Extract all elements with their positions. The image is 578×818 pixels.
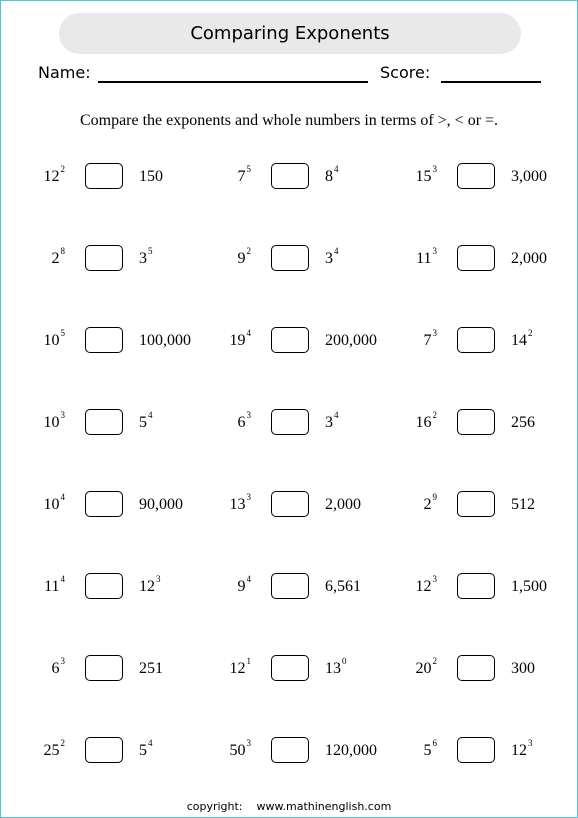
problem-item	[187, 655, 377, 683]
left-exponent: 4	[60, 492, 65, 502]
left-base: 10	[43, 414, 60, 431]
left-base: 20	[415, 660, 432, 677]
left-expression	[52, 655, 66, 683]
name-field-line[interactable]	[98, 81, 368, 83]
left-base: 10	[43, 496, 60, 513]
left-expression	[238, 573, 252, 601]
problem-item	[373, 409, 563, 437]
left-exponent: 2	[60, 164, 65, 174]
left-base: 15	[415, 168, 432, 185]
left-exponent: 2	[60, 738, 65, 748]
answer-box[interactable]	[85, 655, 123, 681]
left-base: 12	[229, 660, 246, 677]
left-base: 11	[44, 578, 60, 595]
left-expression	[416, 409, 438, 437]
problem-item	[373, 655, 563, 683]
right-base: 100,000	[139, 332, 191, 349]
left-base: 11	[416, 250, 432, 267]
website-link[interactable]: www.mathinenglish.com	[256, 800, 392, 813]
left-expression	[424, 327, 438, 355]
left-expression	[44, 409, 66, 437]
left-expression	[52, 245, 66, 273]
right-base: 300	[511, 660, 535, 677]
left-expression	[416, 163, 438, 191]
right-exponent: 0	[342, 656, 347, 666]
name-label: Name:	[38, 63, 91, 82]
footer	[1, 800, 577, 813]
right-expression	[139, 409, 153, 437]
left-exponent: 6	[432, 738, 437, 748]
problem-item	[1, 737, 191, 765]
right-expression	[511, 491, 536, 519]
problem-item	[187, 573, 377, 601]
right-exponent: 3	[156, 574, 161, 584]
right-expression	[139, 163, 164, 191]
answer-box[interactable]	[271, 409, 309, 435]
answer-box[interactable]	[457, 327, 495, 353]
left-exponent: 3	[432, 246, 437, 256]
right-base: 2,000	[325, 496, 361, 513]
answer-box[interactable]	[457, 573, 495, 599]
left-expression	[230, 737, 252, 765]
right-expression	[325, 737, 378, 765]
left-exponent: 4	[246, 328, 251, 338]
answer-box[interactable]	[271, 655, 309, 681]
problem-item	[1, 409, 191, 437]
answer-box[interactable]	[85, 245, 123, 271]
right-expression	[139, 655, 164, 683]
right-expression	[511, 655, 536, 683]
left-exponent: 3	[60, 656, 65, 666]
right-base: 12	[139, 578, 155, 595]
left-expression	[230, 491, 252, 519]
right-base: 1,500	[511, 578, 547, 595]
right-base: 2,000	[511, 250, 547, 267]
left-exponent: 4	[246, 574, 251, 584]
left-exponent: 3	[432, 328, 437, 338]
answer-box[interactable]	[85, 163, 123, 189]
left-exponent: 2	[432, 656, 437, 666]
left-exponent: 3	[246, 410, 251, 420]
problem-item	[1, 491, 191, 519]
left-base: 6	[51, 660, 60, 677]
left-base: 7	[237, 168, 246, 185]
left-expression	[238, 409, 252, 437]
problem-item	[187, 163, 377, 191]
right-base: 3	[139, 250, 147, 267]
right-base: 200,000	[325, 332, 377, 349]
instructions: Compare the exponents and whole numbers in terms of >, < or =.	[79, 112, 499, 129]
right-expression	[325, 655, 347, 683]
right-expression	[139, 737, 153, 765]
left-expression	[230, 655, 252, 683]
left-base: 2	[51, 250, 60, 267]
answer-box[interactable]	[457, 245, 495, 271]
right-base: 12	[511, 742, 527, 759]
right-base: 3,000	[511, 168, 547, 185]
left-expression	[424, 491, 438, 519]
left-base: 10	[43, 332, 60, 349]
right-base: 120,000	[325, 742, 377, 759]
left-expression	[238, 245, 252, 273]
right-base: 6,561	[325, 578, 361, 595]
left-base: 5	[423, 742, 432, 759]
right-base: 3	[325, 414, 333, 431]
score-label: Score:	[380, 63, 431, 82]
problem-item	[1, 327, 191, 355]
problem-item	[373, 245, 563, 273]
answer-box[interactable]	[271, 491, 309, 517]
problem-item	[187, 327, 377, 355]
answer-box[interactable]	[271, 327, 309, 353]
score-field-line[interactable]	[441, 81, 541, 83]
answer-box[interactable]	[457, 163, 495, 189]
right-exponent: 5	[148, 246, 153, 256]
problem-item	[1, 163, 191, 191]
right-base: 256	[511, 414, 535, 431]
right-expression	[511, 245, 548, 273]
right-expression	[139, 491, 184, 519]
left-base: 25	[43, 742, 60, 759]
left-exponent: 4	[60, 574, 65, 584]
right-exponent: 4	[148, 410, 153, 420]
right-base: 13	[325, 660, 341, 677]
right-exponent: 4	[334, 246, 339, 256]
right-expression	[139, 245, 153, 273]
right-expression	[139, 573, 161, 601]
right-base: 90,000	[139, 496, 183, 513]
copyright-label: copyright:	[186, 800, 243, 813]
left-exponent: 1	[246, 656, 251, 666]
left-base: 13	[229, 496, 246, 513]
problem-item	[187, 491, 377, 519]
left-exponent: 3	[246, 738, 251, 748]
right-expression	[511, 409, 536, 437]
answer-box[interactable]	[457, 491, 495, 517]
left-base: 12	[43, 168, 60, 185]
right-base: 251	[139, 660, 163, 677]
left-base: 19	[229, 332, 246, 349]
problem-item	[187, 737, 377, 765]
left-expression	[44, 163, 66, 191]
right-base: 5	[139, 414, 147, 431]
right-base: 512	[511, 496, 535, 513]
left-expression	[238, 163, 252, 191]
right-exponent: 4	[334, 410, 339, 420]
right-base: 5	[139, 742, 147, 759]
left-exponent: 3	[246, 492, 251, 502]
left-exponent: 9	[432, 492, 437, 502]
right-expression	[139, 327, 192, 355]
right-expression	[325, 327, 378, 355]
answer-box[interactable]	[271, 737, 309, 763]
problem-item	[373, 491, 563, 519]
answer-box[interactable]	[457, 409, 495, 435]
left-base: 12	[415, 578, 432, 595]
left-base: 6	[237, 414, 246, 431]
answer-box[interactable]	[85, 327, 123, 353]
problem-item	[373, 573, 563, 601]
answer-box[interactable]	[85, 409, 123, 435]
left-exponent: 8	[60, 246, 65, 256]
left-base: 9	[237, 578, 246, 595]
right-expression	[325, 409, 339, 437]
left-exponent: 2	[432, 410, 437, 420]
left-expression	[44, 491, 66, 519]
answer-box[interactable]	[85, 573, 123, 599]
left-base: 7	[423, 332, 432, 349]
left-exponent: 5	[246, 164, 251, 174]
left-expression	[424, 737, 438, 765]
right-expression	[325, 573, 362, 601]
left-exponent: 5	[60, 328, 65, 338]
right-exponent: 3	[528, 738, 533, 748]
left-expression	[416, 245, 437, 273]
left-base: 2	[423, 496, 432, 513]
right-base: 3	[325, 250, 333, 267]
left-expression	[44, 327, 66, 355]
answer-box[interactable]	[457, 655, 495, 681]
problem-item	[1, 245, 191, 273]
left-exponent: 3	[432, 574, 437, 584]
left-expression	[416, 655, 438, 683]
right-exponent: 4	[148, 738, 153, 748]
right-exponent: 4	[334, 164, 339, 174]
right-expression	[325, 245, 339, 273]
answer-box[interactable]	[271, 245, 309, 271]
problem-item	[373, 163, 563, 191]
answer-box[interactable]	[271, 163, 309, 189]
left-base: 50	[229, 742, 246, 759]
answer-box[interactable]	[85, 491, 123, 517]
right-expression	[511, 163, 548, 191]
right-exponent: 2	[528, 328, 533, 338]
problem-item	[187, 409, 377, 437]
problem-item	[1, 655, 191, 683]
problem-item	[373, 737, 563, 765]
worksheet-title: Comparing Exponents	[59, 13, 521, 54]
problem-item	[1, 573, 191, 601]
right-expression	[511, 737, 533, 765]
left-exponent: 3	[60, 410, 65, 420]
left-base: 9	[237, 250, 246, 267]
right-base: 14	[511, 332, 527, 349]
right-expression	[511, 327, 533, 355]
left-expression	[44, 737, 66, 765]
right-base: 8	[325, 168, 333, 185]
left-exponent: 2	[246, 246, 251, 256]
left-expression	[230, 327, 252, 355]
answer-box[interactable]	[85, 737, 123, 763]
left-exponent: 3	[432, 164, 437, 174]
left-expression	[44, 573, 65, 601]
right-base: 150	[139, 168, 163, 185]
left-expression	[416, 573, 438, 601]
right-expression	[325, 163, 339, 191]
left-base: 16	[415, 414, 432, 431]
answer-box[interactable]	[457, 737, 495, 763]
problem-item	[373, 327, 563, 355]
right-expression	[511, 573, 548, 601]
answer-box[interactable]	[271, 573, 309, 599]
right-expression	[325, 491, 362, 519]
problem-item	[187, 245, 377, 273]
